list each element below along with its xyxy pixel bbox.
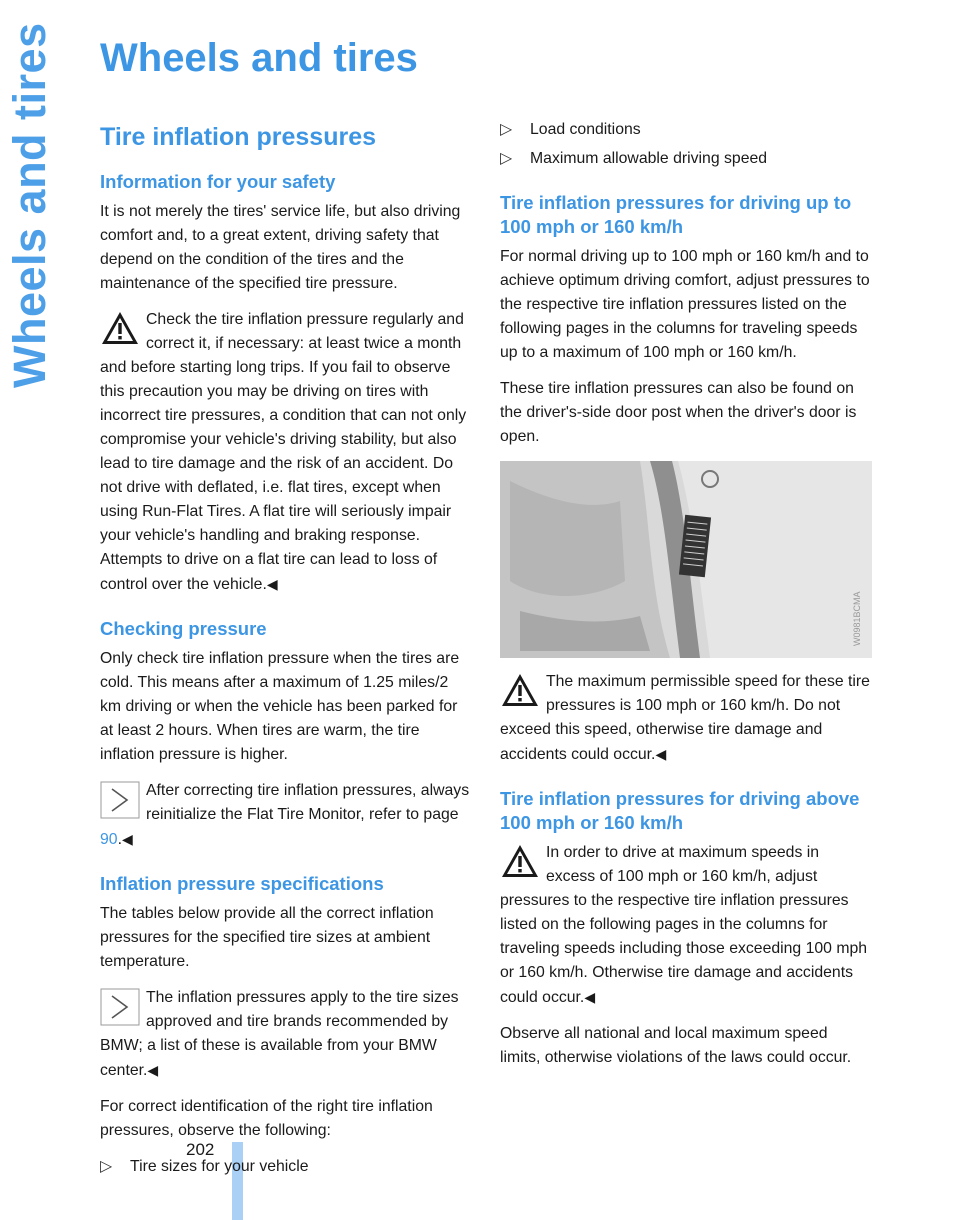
- specs-note: [100, 986, 470, 1083]
- section-title: Tire inflation pressures: [100, 123, 377, 151]
- checking-note: [100, 779, 470, 852]
- page-number: 202: [186, 1140, 215, 1159]
- specs-note-text: The inflation pressures apply to the tire sizes approved and tire brands recommended by BMW; a list of these is available from your BMW center.: [100, 989, 459, 1080]
- left-column: [100, 118, 470, 1184]
- checking-body: Only check tire inflation pressure when the tires are cold. This means after a maximum of 1.25 miles/2 km driving or when the vehicle has been parked for at least 2 hours. When tires are warm, the tire inflation pressure is higher.: [100, 650, 460, 764]
- up-to-warning: [500, 670, 872, 767]
- list-item: [100, 1155, 470, 1179]
- list-item-text: Load conditions: [530, 121, 641, 138]
- sidebar: [0, 0, 62, 1220]
- warning-triangle-icon: [100, 310, 140, 346]
- end-mark: ◀: [121, 831, 133, 848]
- specs-heading: Inflation pressure specifications: [100, 873, 384, 895]
- safety-warning: [100, 308, 470, 597]
- list-item: [500, 118, 872, 142]
- safety-warning-text: Check the tire inflation pressure regularly and correct it, if necessary: at least twice a month and before starting long trips. If you fail to observe this precaution you may be driving on tires with incorrect tire pressures, a condition that can not only compromise your vehicle's driving stability, but also lead to tire damage and the risk of an accident. Do not drive with deflated, i.e. flat tires, except when using Run-Flat Tires. A flat tire will seriously impair your vehicle's handling and braking response. Attempts to drive on a flat tire can lead to loss of control over the vehicle.: [100, 311, 467, 594]
- specs-body: The tables below provide all the correct inflation pressures for the specified tire sizes at ambient temperature.: [100, 905, 434, 971]
- warning-triangle-icon: [500, 672, 540, 708]
- up-to-body-2: These tire inflation pressures can also be found on the driver's-side door post when the driver's door is open.: [500, 380, 857, 446]
- up-to-heading: Tire inflation pressures for driving up to 100 mph or 160 km/h: [500, 192, 852, 238]
- page-link-90[interactable]: 90: [100, 831, 118, 849]
- bullet-icon: ▷: [100, 1158, 113, 1176]
- above-heading: Tire inflation pressures for driving above 100 mph or 160 km/h: [500, 788, 860, 834]
- checking-note-text: After correcting tire inflation pressures, always reinitialize the Flat Tire Monitor, refer to page: [146, 782, 470, 824]
- up-to-body-1: For normal driving up to 100 mph or 160 km/h and to achieve optimum driving comfort, adjust pressures to the respective tire inflation pressures listed on the following pages in the columns for traveling speeds up to a maximum of 100 mph or 160 km/h.: [500, 248, 870, 362]
- end-mark: ◀: [266, 576, 278, 593]
- door-post-tire-label-photo: [500, 461, 872, 658]
- list-item-text: Tire sizes for your vehicle: [130, 1158, 309, 1176]
- above-warning: [500, 841, 872, 1010]
- warning-triangle-icon: [500, 843, 540, 879]
- bullet-icon: ▷: [500, 121, 513, 138]
- end-mark: ◀: [147, 1062, 159, 1079]
- right-column: [500, 118, 872, 1082]
- end-mark: ◀: [584, 989, 596, 1006]
- note-arrow-icon: [100, 781, 140, 819]
- safety-intro: It is not merely the tires' service life, but also driving comfort and, to a great extent, driving safety that depend on the condition of the tires and the maintenance of the specified tire pressure.: [100, 203, 461, 293]
- list-item: [500, 147, 872, 171]
- list-item-text: Maximum allowable driving speed: [530, 150, 768, 167]
- sidebar-section-label: Wheels and tires: [4, 22, 55, 388]
- above-body: Observe all national and local maximum speed limits, otherwise violations of the laws could occur.: [500, 1025, 852, 1067]
- note-arrow-icon: [100, 988, 140, 1026]
- period: .: [117, 831, 122, 849]
- page-title: Wheels and tires: [100, 36, 418, 80]
- above-warning-text: In order to drive at maximum speeds in excess of 100 mph or 160 km/h, adjust pressures to the respective tire inflation pressures listed on the following pages in the columns for traveling speeds including those exceeding 100 mph or 160 km/h. Otherwise tire damage and accidents could occur.: [500, 844, 868, 1007]
- safety-heading: Information for your safety: [100, 171, 336, 192]
- end-mark: ◀: [655, 746, 667, 763]
- identification-text: For correct identification of the right tire inflation pressures, observe the following:: [100, 1098, 433, 1140]
- bullet-icon: ▷: [500, 150, 513, 167]
- image-code: W0981BCMA: [852, 591, 862, 647]
- checking-heading: Checking pressure: [100, 618, 267, 640]
- up-to-warning-text: The maximum permissible speed for these tire pressures is 100 mph or 160 km/h. Do not exceed this speed, otherwise tire damage and accidents could occur.: [500, 673, 870, 764]
